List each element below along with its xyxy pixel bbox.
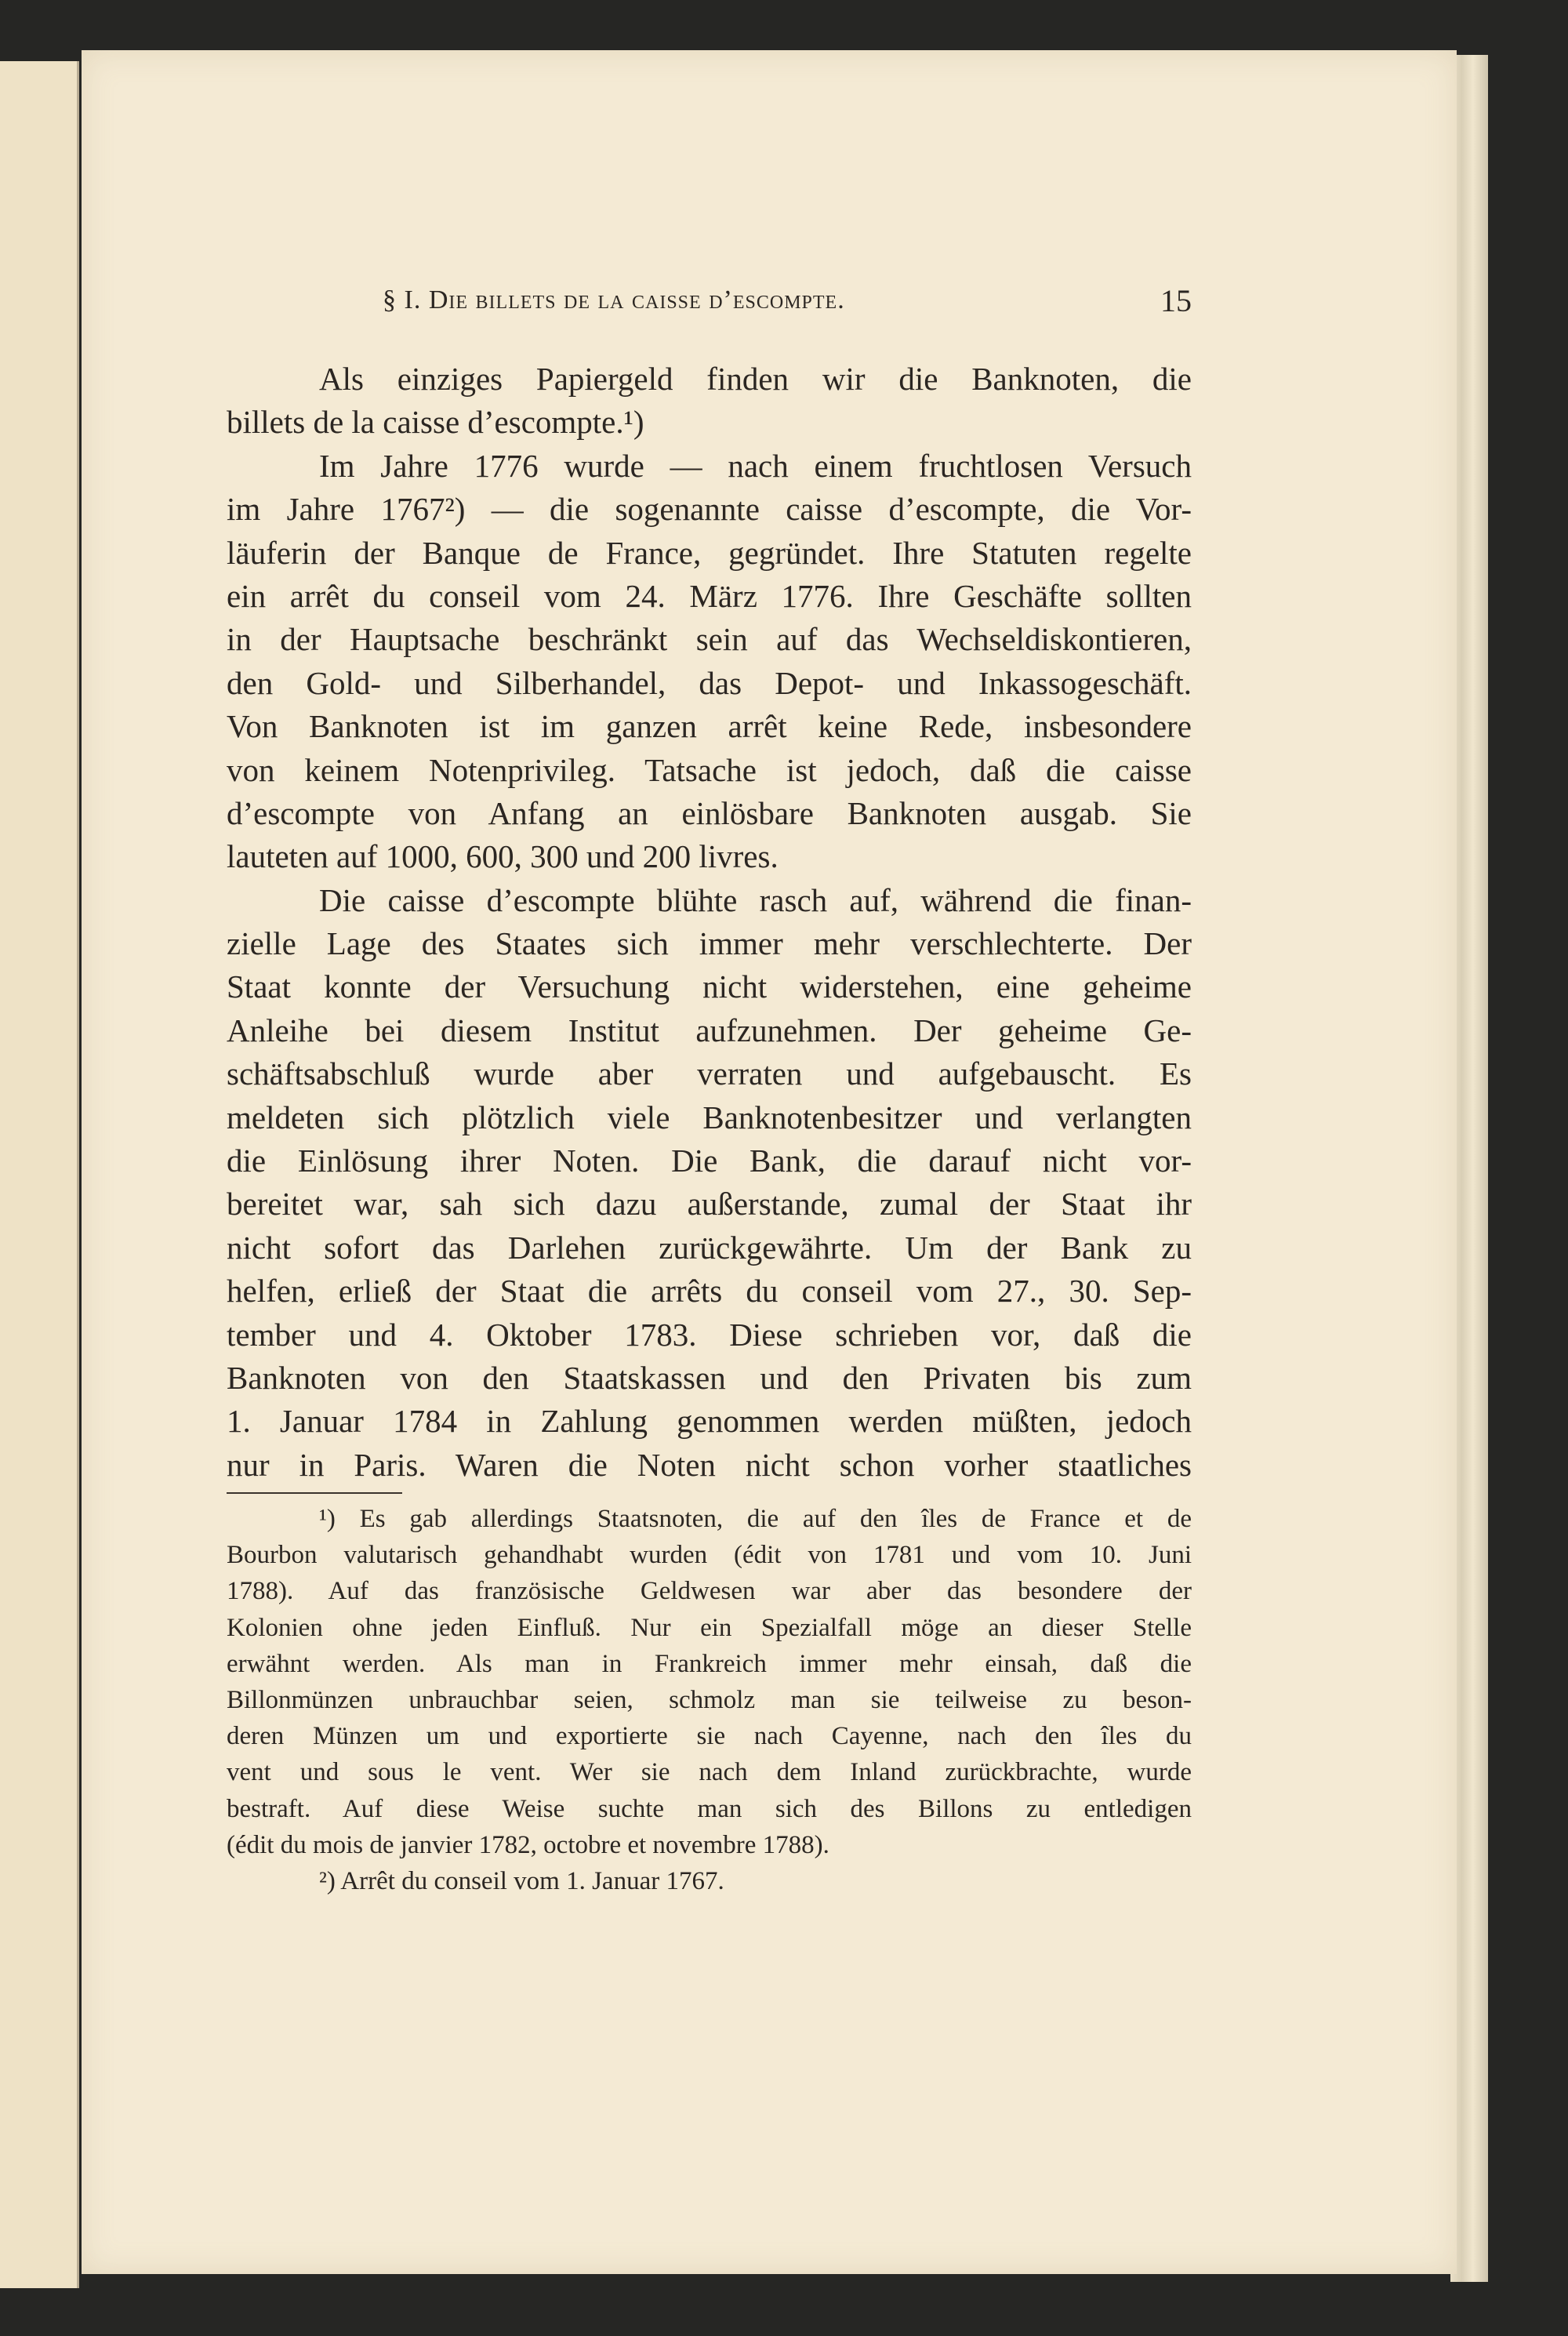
facing-page-edge (0, 61, 79, 2288)
footnotes (227, 1501, 1192, 1899)
text-line: Staat konnte der Versuchung nicht widerstehen, eine geheime (227, 968, 1192, 1005)
footnote-line: Billonmünzen unbrauchbar seien, schmolz man sie teilweise zu beson- (227, 1685, 1192, 1714)
body-text (227, 358, 1192, 1487)
text-line: den Gold- und Silberhandel, das Depot- und Inkassogeschäft. (227, 664, 1192, 701)
footnote-line: ¹) Es gab allerdings Staatsnoten, die auf den îles de France et de (319, 1505, 1192, 1533)
text-line: bereitet war, sah sich dazu außerstande, zumal der Staat ihr (227, 1186, 1192, 1222)
text-line: Als einziges Papiergeld finden wir die Banknoten, die (319, 361, 1192, 397)
text-line: tember und 4. Oktober 1783. Diese schrieben vor, daß die (227, 1316, 1192, 1353)
text-line: die Einlösung ihrer Noten. Die Bank, die darauf nicht vor- (227, 1143, 1192, 1179)
text-line: zielle Lage des Staates sich immer mehr verschlechterte. Der (227, 925, 1192, 962)
text-line: Die caisse d’escompte blühte rasch auf, während die finan- (319, 881, 1192, 918)
text-line: d’escompte von Anfang an einlösbare Banknoten ausgab. Sie (227, 794, 1192, 831)
text-line: nur in Paris. Waren die Noten nicht schon vorher staatliches (227, 1446, 1192, 1483)
running-header (383, 285, 1192, 325)
page-number: 15 (1160, 283, 1192, 318)
footnote-line: bestraft. Auf diese Weise suchte man sich des Billons zu entledigen (227, 1794, 1192, 1823)
footnote-line: Kolonien ohne jeden Einfluß. Nur ein Spezialfall möge an dieser Stelle (227, 1613, 1192, 1642)
footnote-line: 1788). Auf das französische Geldwesen war aber das besondere der (227, 1577, 1192, 1606)
footnote-line: ²) Arrêt du conseil vom 1. Januar 1767. (319, 1866, 724, 1895)
text-line: nicht sofort das Darlehen zurückgewährte. Um der Bank zu (227, 1229, 1192, 1266)
footnote-line: (édit du mois de janvier 1782, octobre et novembre 1788). (227, 1830, 829, 1859)
footnote-line: vent und sous le vent. Wer sie nach dem Inland zurückbrachte, wurde (227, 1758, 1192, 1787)
text-line: meldeten sich plötzlich viele Banknotenbesitzer und verlangten (227, 1099, 1192, 1135)
text-line: schäftsabschluß wurde aber verraten und aufgebauscht. Es (227, 1055, 1192, 1092)
footnote-rule (227, 1492, 402, 1494)
text-line: von keinem Notenprivileg. Tatsache ist jedoch, daß die caisse (227, 751, 1192, 788)
footnote-line: Bourbon valutarisch gehandhabt wurden (édit von 1781 und vom 10. Juni (227, 1541, 1192, 1570)
text-line: billets de la caisse d’escompte.¹) (227, 404, 644, 441)
footnote-line: deren Münzen um und exportierte sie nach Cayenne, nach den îles du (227, 1722, 1192, 1751)
text-line: Von Banknoten ist im ganzen arrêt keine Rede, insbesondere (227, 708, 1192, 745)
text-line: lauteten auf 1000, 600, 300 und 200 livres. (227, 838, 779, 875)
text-line: ein arrêt du conseil vom 24. März 1776. Ihre Geschäfte sollten (227, 577, 1192, 614)
text-line: läuferin der Banque de France, gegründet. Ihre Statuten regelte (227, 534, 1192, 571)
text-line: Banknoten von den Staatskassen und den Privaten bis zum (227, 1359, 1192, 1396)
text-line: Im Jahre 1776 wurde — nach einem fruchtlosen Versuch (319, 447, 1192, 484)
text-line: helfen, erließ der Staat die arrêts du conseil vom 27., 30. Sep- (227, 1273, 1192, 1310)
text-line: 1. Januar 1784 in Zahlung genommen werden müßten, jedoch (227, 1403, 1192, 1440)
text-line: im Jahre 1767²) — die sogenannte caisse d’escompte, die Vor- (227, 491, 1192, 528)
text-line: Anleihe bei diesem Institut aufzunehmen. Der geheime Ge- (227, 1012, 1192, 1048)
text-line: in der Hauptsache beschränkt sein auf das Wechseldiskontieren, (227, 621, 1192, 658)
footnote-line: erwähnt werden. Als man in Frankreich immer mehr einsah, daß die (227, 1649, 1192, 1678)
header-title: § I. Die billets de la caisse d’escompte. (383, 285, 845, 314)
